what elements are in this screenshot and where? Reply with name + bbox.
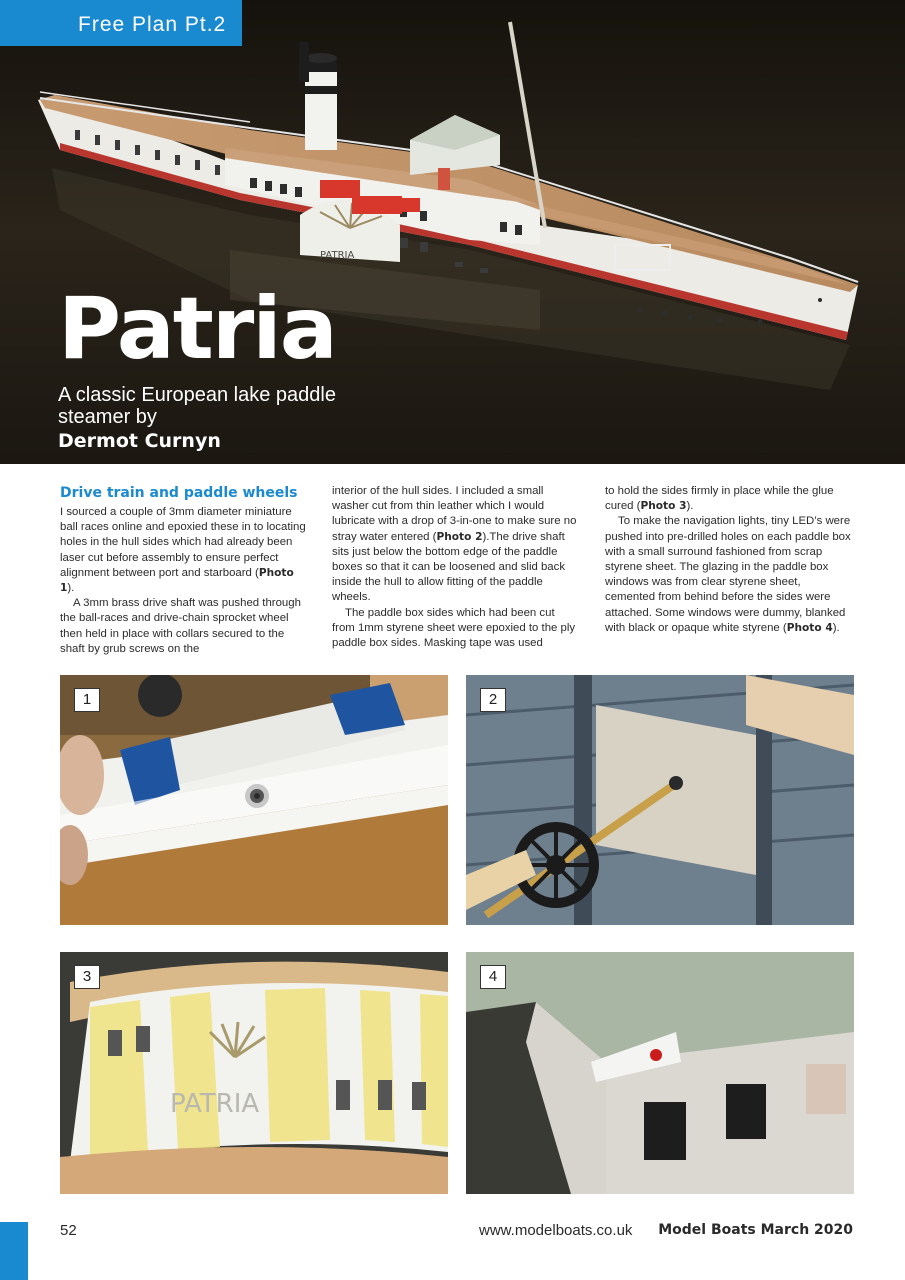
- paragraph-text: ).The drive shaft sits just below the bottom edge of the paddle boxes so that it can be loosened and slid back inside the hull to allow fitting of the paddle wheels.: [332, 530, 566, 604]
- text-column-3: [605, 484, 853, 636]
- paragraph-text: I sourced a couple of 3mm diameter miniature ball races online and epoxied these in to locating holes in the hull sides which had already been laser cut before assembly to ensure perfect alignment between port and starboard (: [60, 506, 306, 579]
- hull-lettering: PATRIA: [320, 250, 355, 261]
- text-column-1: [60, 484, 308, 657]
- text-column-2: [332, 484, 580, 651]
- paragraph: The paddle box sides which had been cut from 1mm styrene sheet were epoxied to the ply paddle box sides. Masking tape was used: [332, 606, 576, 650]
- photo-2: [466, 675, 854, 925]
- ball-race-hull-photo: [60, 675, 448, 925]
- footer-accent-bar: [0, 1222, 28, 1280]
- paragraph-text: ).: [832, 621, 840, 634]
- paragraph: A 3mm brass drive shaft was pushed through the ball-races and drive-chain sprocket wheel then held in place with collars secured to the shaft by grub screws on the: [60, 597, 301, 655]
- photo-reference: Photo 1: [60, 566, 294, 595]
- section-heading: Drive train and paddle wheels: [60, 485, 298, 501]
- hull-lettering: PATRIA: [170, 1089, 260, 1119]
- article-title: Patria: [58, 279, 336, 379]
- paragraph-text: ).: [686, 500, 694, 513]
- paragraph-text: interior of the hull sides. I included a small washer cut from thin leather which I would lubricate with a drop of 3-in-one to make sure no stray water entered (: [332, 485, 577, 543]
- navigation-light-photo: [466, 952, 854, 1194]
- photo-number-label: 3: [74, 965, 100, 989]
- paragraph: [605, 484, 853, 514]
- website-link[interactable]: www.modelboats.co.uk: [479, 1222, 633, 1239]
- photo-4: [466, 952, 854, 1194]
- paragraph: [60, 505, 308, 596]
- paddle-box-masking-tape-photo: [60, 952, 448, 1194]
- paragraph-text: To make the navigation lights, tiny LED’s were pushed into pre-drilled holes on each paddle box with a small surround fashioned from scrap styrene sheet. The glazing in the paddle box windows was from clear styrene sheet, cemented from behind before the sides were attached. Some windows were dummy, blanked with black or opaque white styrene (: [605, 515, 851, 634]
- paragraph: [332, 484, 580, 606]
- photo-number-label: 4: [480, 965, 506, 989]
- section-tag: Free Plan Pt.2: [0, 0, 242, 46]
- photo-reference: Photo 3: [640, 500, 687, 513]
- page-number: 52: [60, 1222, 77, 1239]
- photo-reference: Photo 4: [786, 621, 833, 634]
- drive-shaft-sprocket-photo: [466, 675, 854, 925]
- photo-1: [60, 675, 448, 925]
- paragraph-text: to hold the sides firmly in place while the glue cured (: [605, 485, 834, 513]
- magazine-issue: Model Boats March 2020: [658, 1222, 853, 1238]
- author-byline: Dermot Curnyn: [58, 430, 221, 452]
- photo-reference: Photo 2: [436, 530, 483, 543]
- article-subtitle: A classic European lake paddle steamer by: [58, 384, 336, 428]
- photo-number-label: 2: [480, 688, 506, 712]
- photo-3: [60, 952, 448, 1194]
- hero-photo: [0, 0, 905, 464]
- paragraph: [605, 514, 853, 636]
- paragraph-text: ).: [67, 582, 75, 595]
- photo-number-label: 1: [74, 688, 100, 712]
